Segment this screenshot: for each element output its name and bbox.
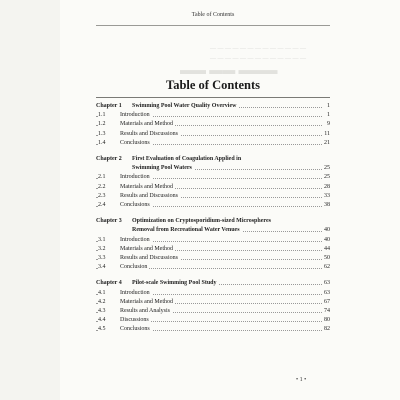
page-number: • 1 • [296, 377, 307, 383]
toc-page-number: 63 [324, 280, 330, 287]
toc-section-entry [96, 138, 330, 148]
toc-chapter-number: Chapter 4 [96, 280, 122, 287]
toc-page-number: 44 [324, 245, 330, 252]
toc-page-number: 9 [327, 121, 330, 128]
toc-page-number: 50 [324, 255, 330, 261]
toc-chapter-title-line: Swimming Pool Waters [132, 165, 192, 172]
toc-section-label: Conclusions [120, 326, 150, 333]
toc-section-label: Materials and Method [120, 245, 173, 252]
toc-page-number: 82 [324, 326, 330, 333]
toc-section-number: 2.2 [98, 183, 106, 190]
toc-section-entry [96, 262, 330, 272]
toc-section-label: Results and Discussions [120, 255, 179, 261]
toc-page-number: 80 [324, 317, 330, 324]
toc-page-number: 25 [324, 165, 330, 172]
running-header: Table of Contents [191, 12, 235, 18]
toc-section-title [98, 138, 152, 148]
toc-page-number: 11 [324, 130, 330, 137]
toc-section-number: 3.2 [98, 245, 106, 252]
toc-chapter-title-line: First Evaluation of Coagulation Applied in [132, 156, 242, 162]
toc-section-title [98, 324, 152, 334]
toc-chapter-number: Chapter 1 [96, 103, 122, 109]
toc-section-label: Results and Discussions [120, 130, 179, 137]
toc-page-number: 74 [324, 308, 330, 314]
toc-chapter-number: Chapter 2 [96, 156, 122, 162]
toc-section-number: 3.4 [98, 264, 106, 271]
toc-page-number: 62 [324, 264, 330, 271]
toc-section-number: 2.1 [98, 174, 106, 181]
header-rule [96, 25, 330, 26]
show-through-text: — — — — — — — — — — — — — [210, 46, 306, 52]
page-left-margin [0, 0, 60, 400]
toc-page-number: 1 [327, 103, 330, 109]
toc-section-label: Discussions [120, 317, 149, 324]
toc-page-number: 38 [324, 202, 330, 208]
toc-section-label: Materials and Method [120, 298, 173, 305]
toc-section-number: 2.3 [98, 192, 106, 199]
toc-section-number: 4.1 [98, 289, 106, 296]
toc-section-number: 1.1 [98, 112, 106, 119]
toc-section-number: 2.4 [98, 202, 106, 208]
toc-section-number: 1.4 [98, 139, 106, 146]
toc-section-label: Introduction [120, 112, 150, 119]
toc-section-number: 4.5 [98, 326, 106, 333]
show-through-text: ▬▬ ▬▬ ▬▬▬ [180, 62, 278, 77]
toc-section-label: Results and Discussions [120, 192, 179, 199]
toc-section-entry [96, 324, 330, 334]
toc-chapter-number: Chapter 3 [96, 218, 122, 225]
toc-section-number: 1.3 [98, 130, 106, 137]
toc-section-label: Conclusion [120, 264, 148, 271]
page-title: Table of Contents [166, 78, 260, 92]
toc-section-label: Introduction [120, 174, 150, 181]
toc-page-number: 21 [324, 139, 330, 146]
toc-section-number: 3.3 [98, 255, 106, 261]
toc-section-number: 4.4 [98, 317, 106, 324]
toc-section-label: Materials and Method [120, 121, 173, 128]
toc-page-number: 33 [324, 192, 330, 199]
title-rule [96, 97, 330, 98]
toc-section-label: Results and Analysis [120, 308, 171, 314]
toc-page-number: 67 [324, 298, 330, 305]
show-through-text: — — — — — — — — — — — — — [210, 56, 306, 62]
toc-chapter-title-line: Pilot-scale Swimming Pool Study [132, 280, 217, 287]
toc-section-number: 4.2 [98, 298, 106, 305]
toc-section-number: 3.1 [98, 236, 106, 243]
toc-page-number: 1 [327, 112, 330, 119]
toc-chapter-title-line: Swimming Pool Water Quality Overview [132, 103, 237, 109]
toc-section-label: Conclusions [120, 202, 150, 208]
toc-section-title [98, 200, 152, 210]
toc-section-label: Materials and Method [120, 183, 173, 190]
toc-section-number: 1.2 [98, 121, 106, 128]
toc-chapter-title-line: Removal from Recreational Water Venues [132, 227, 240, 234]
toc-section-label: Conclusions [120, 139, 150, 146]
toc-section-label: Introduction [120, 236, 150, 243]
toc-page-number: 63 [324, 289, 330, 296]
toc-section-label: Introduction [120, 289, 150, 296]
toc-section-number: 4.3 [98, 308, 106, 314]
toc-chapter-title-line: Optimization on Cryptosporidium-sized Microspheres [132, 218, 271, 225]
toc-page-number: 40 [324, 227, 330, 234]
toc-section-title [98, 262, 149, 272]
toc-page-number: 40 [324, 236, 330, 243]
toc-page-number: 28 [324, 183, 330, 190]
toc-section-entry [96, 200, 330, 210]
toc-page-number: 25 [324, 174, 330, 181]
